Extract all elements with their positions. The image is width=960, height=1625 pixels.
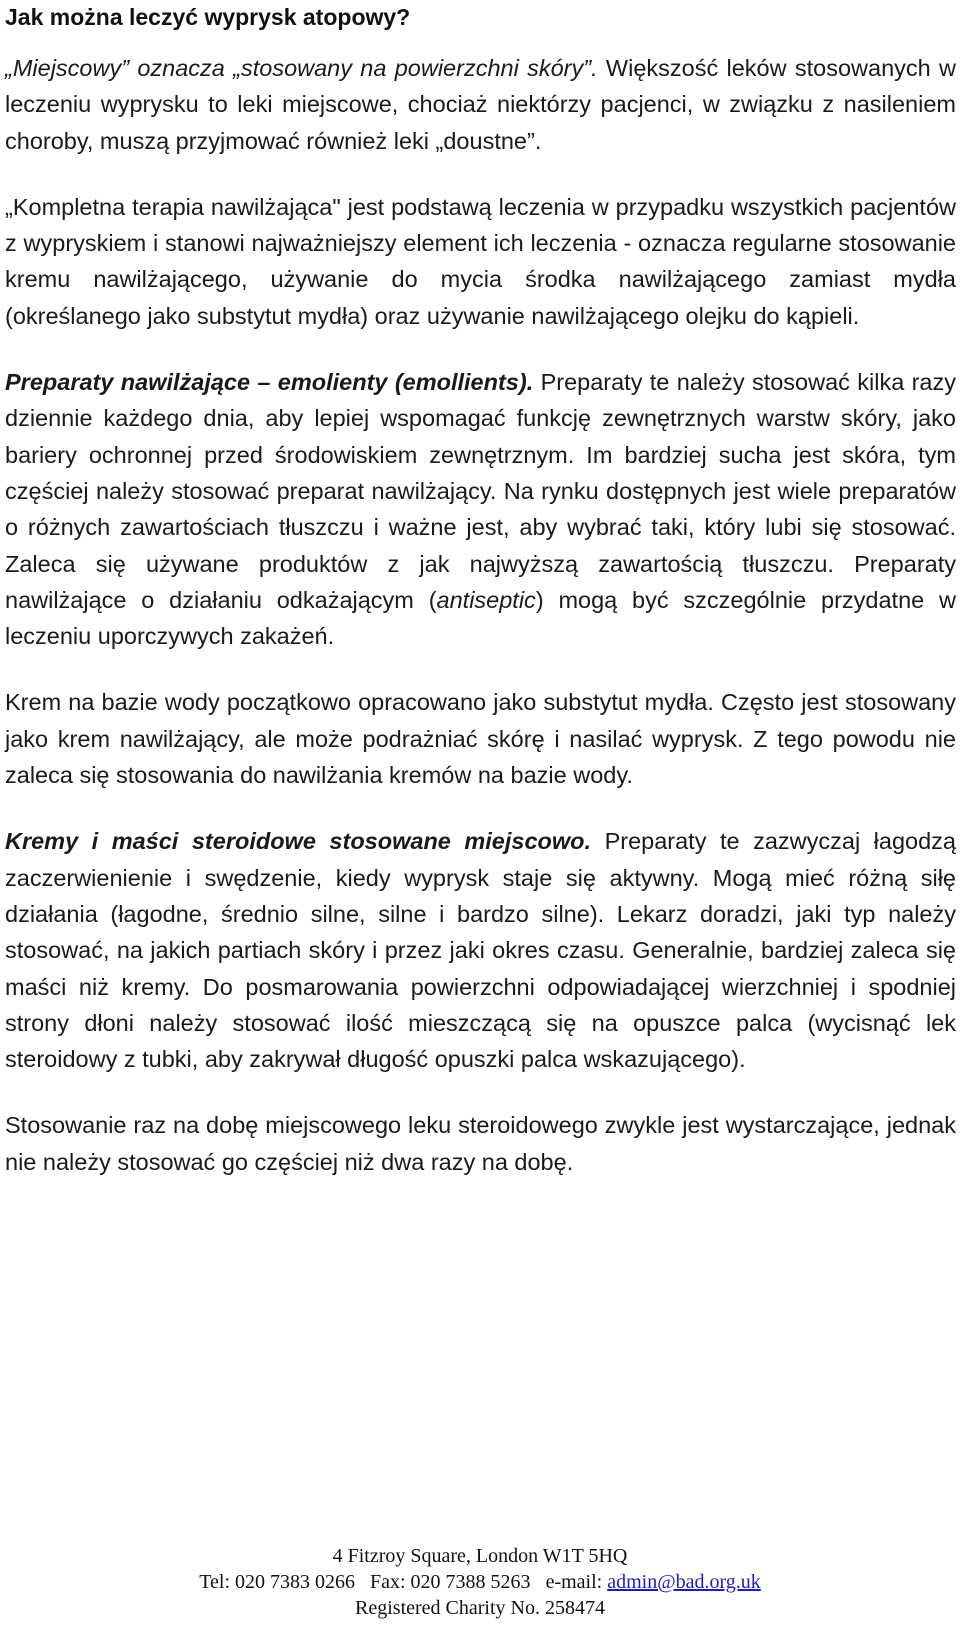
footer-email-label: e-mail: (545, 1571, 603, 1593)
section-lead-steroids: Kremy i maści steroidowe stosowane miejscowo. (5, 828, 592, 855)
paragraph-dosage: Stosowanie raz na dobę miejscowego leku steroidowego zwykle jest wystarczające, jednak nie należy stosować go częściej niż dwa razy na dobę. (5, 1112, 956, 1175)
paragraph-local-treatment (5, 50, 956, 159)
paragraph-text: Preparaty te należy stosować kilka razy dziennie każdego dnia, aby lepiej wspomagać funkcję zewnętrznych warstw skóry, jako bariery ochronnej przed środowiskiem zewnętrznym. Im bardziej sucha jest skóra, tym częściej należy stosować preparat nawilżający. Na rynku dostępnych jest wiele preparatów o różnych zawartościach tłuszczu i ważne jest, aby wybrać taki, który lubi się stosować. Zaleca się używane produktów z jak najwyższą zawartością tłuszczu. Preparaty nawilżające o działaniu odkażającym ( (5, 369, 956, 613)
footer-email-link[interactable]: admin@bad.org.uk (607, 1571, 761, 1593)
footer-charity: Registered Charity No. 258474 (355, 1597, 605, 1619)
document-page (5, 0, 956, 1180)
footer-address: 4 Fitzroy Square, London W1T 5HQ (332, 1545, 628, 1567)
paragraph-water-cream: Krem na bazie wody początkowo opracowano jako substytut mydła. Często jest stosowany jako krem nawilżający, ale może podrażniać skórę i nasilać wyprysk. Z tego powodu nie zaleca się stosowania do nawilżania kremów na bazie wody. (5, 689, 956, 789)
paragraph-italic-term: antiseptic (436, 586, 536, 613)
paragraph-text: ) mogą być szczególnie przydatne w leczeniu uporczywych zakażeń. (5, 586, 956, 650)
section-lead-emollients: Preparaty nawilżające – emolienty (emollients). (5, 369, 534, 396)
footer-fax: Fax: 020 7388 5263 (370, 1571, 531, 1593)
page-title: Jak można leczyć wyprysk atopowy? (5, 4, 411, 30)
paragraph-complete-therapy: „Kompletna terapia nawilżająca" jest podstawą leczenia w przypadku wszystkich pacjentów z wypryskiem i stanowi najważniejszy element ich leczenia - oznacza regularne stosowanie kremu nawilżającego, używanie do mycia środka nawilżającego zamiast mydła (określanego jako substytut mydła) oraz używanie nawilżającego olejku do kąpieli. (5, 193, 956, 329)
paragraph-italic-intro: „Miejscowy” oznacza „stosowany na powierzchni skóry”. (5, 55, 598, 81)
paragraph-emollients (5, 364, 956, 654)
footer-contact (0, 1569, 960, 1595)
footer-tel: Tel: 020 7383 0266 (199, 1571, 355, 1593)
page-footer (0, 1543, 960, 1621)
paragraph-text: Preparaty te zazwyczaj łagodzą zaczerwienienie i swędzenie, kiedy wyprysk staje się aktywny. Mogą mieć różną siłę działania (łagodne, średnio silne, silne i bardzo silne). Lekarz doradzi, jaki typ należy stosować, na jakich partiach skóry i przez jaki okres czasu. Generalnie, bardziej zaleca się maści niż kremy. Do posmarowania powierzchni odpowiadającej wierzchniej i spodniej strony dłoni należy stosować ilość mieszczącą się na opuszce palca (wycisnąć lek steroidowy z tubki, aby zakrywał długość opuszki palca wskazującego). (5, 828, 956, 1073)
paragraph-text: Większość leków stosowanych w leczeniu wyprysku to leki miejscowe, chociaż niektórzy pacjenci, w związku z nasileniem choroby, muszą przyjmować również leki „doustne”. (5, 55, 956, 154)
paragraph-steroids (5, 823, 956, 1077)
